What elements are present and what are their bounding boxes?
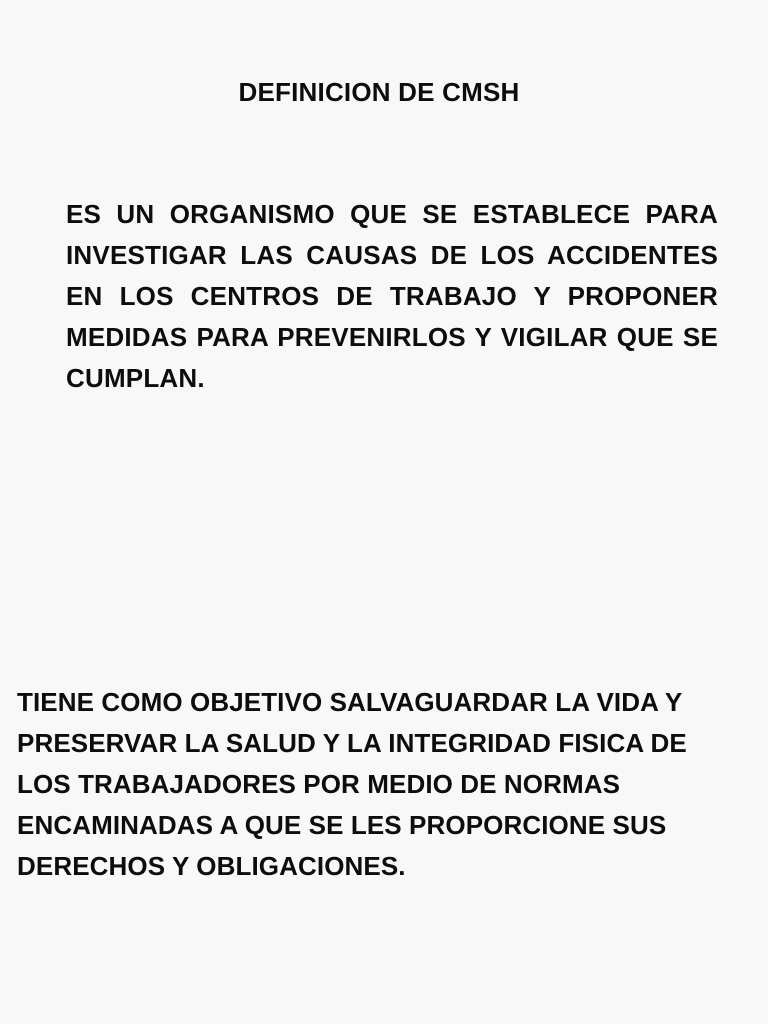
objective-paragraph: TIENE COMO OBJETIVO SALVAGUARDAR LA VIDA Y PRESERVAR LA SALUD Y LA INTEGRIDAD FISICA DE LOS TRABAJADORES POR MEDIO DE NORMAS ENCAMINADAS A QUE SE LES PROPORCIONE SUS DERECHOS Y OBLIGACIONES.: [17, 687, 687, 881]
definition-paragraph: ES UN ORGANISMO QUE SE ESTABLECE PARA INVESTIGAR LAS CAUSAS DE LOS ACCIDENTES EN LOS CENTROS DE TRABAJO Y PROPONER MEDIDAS PARA PREVENIRLOS Y VIGILAR QUE SE CUMPLAN.: [66, 199, 718, 393]
page-title: DEFINICION DE CMSH: [238, 77, 520, 107]
